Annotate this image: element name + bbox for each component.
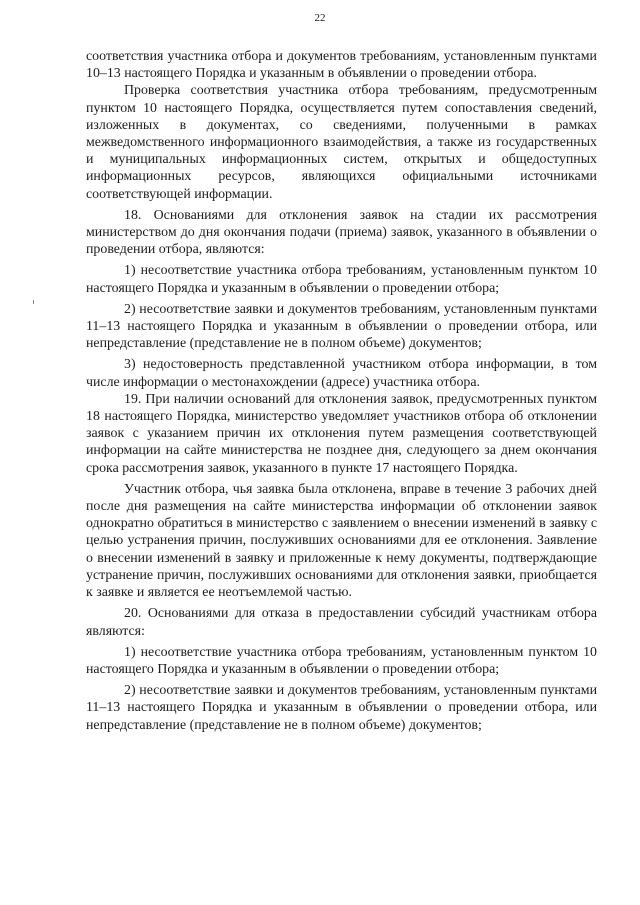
document-body	[86, 48, 597, 734]
list-item-18-1: 1) несоответствие участника отбора требованиям, установленным пунктом 10 настоящего Порядка и указанным в объявлении о проведении отбора;	[86, 263, 597, 296]
paragraph-clause-19: 19. При наличии оснований для отклонения заявок, предусмотренных пунктом 18 настоящего Порядка, министерство уведомляет участников отбора об отклонении заявок с указанием причин их отклонения путем размещения соответствующей информации на сайте министерства не позднее дня, следующего за днем окончания срока рассмотрения заявок, указанного в пункте 17 настоящего Порядка.	[86, 391, 597, 476]
paragraph-resubmission: Участник отбора, чья заявка была отклонена, вправе в течение 3 рабочих дней после дня размещения на сайте министерства информации об отклонении заявок однократно обратиться в министерство с заявлением о внесении изменений в заявку с целью устранения причин, послуживших основаниями для ее отклонения. Заявление о внесении изменений в заявку и приложенные к нему документы, подтверждающие устранение причин, послуживших основаниями для отклонения заявки, приобщается к заявке и является ее неотъемлемой частью.	[86, 481, 597, 601]
list-item-18-3: 3) недостоверность представленной участником отбора информации, в том числе информации о местонахождении (адресе) участника отбора.	[86, 357, 597, 390]
paragraph-verification-method: Проверка соответствия участника отбора требованиям, предусмотренным пунктом 10 настоящего Порядка, осуществляется путем сопоставления сведений, изложенных в документах, со сведениями, полученными в рамках межведомственного информационного взаимодействия, а также из государственных и муниципальных информационных систем, открытых и общедоступных информационных ресурсов, являющихся официальными источниками соответствующей информации.	[86, 83, 597, 202]
page-number: 22	[314, 12, 326, 24]
list-item-20-1: 1) несоответствие участника отбора требованиям, установленным пунктом 10 настоящего Порядка и указанным в объявлении о проведении отбора;	[86, 644, 597, 677]
list-item-20-2: 2) несоответствие заявки и документов требованиям, установленным пунктами 11–13 настоящего Порядка и указанным в объявлении о проведении отбора, или непредставление (представление не в полном объеме) документов;	[86, 683, 597, 733]
paragraph-verification-continuation: соответствия участника отбора и документов требованиям, установленным пунктами 10–13 настоящего Порядка и указанным в объявлении о проведении отбора.	[86, 49, 597, 82]
scan-margin-mark	[33, 300, 34, 304]
list-item-18-2: 2) несоответствие заявки и документов требованиям, установленным пунктами 11–13 настоящего Порядка и указанным в объявлении о проведении отбора, или непредставление (представление не в полном объеме) документов;	[86, 301, 597, 352]
paragraph-clause-20: 20. Основаниями для отказа в предоставлении субсидий участникам отбора являются:	[86, 606, 597, 639]
paragraph-clause-18: 18. Основаниями для отклонения заявок на стадии их рассмотрения министерством до дня окончания подачи (приема) заявок, указанного в объявлении о проведении отбора, являются:	[86, 207, 597, 258]
